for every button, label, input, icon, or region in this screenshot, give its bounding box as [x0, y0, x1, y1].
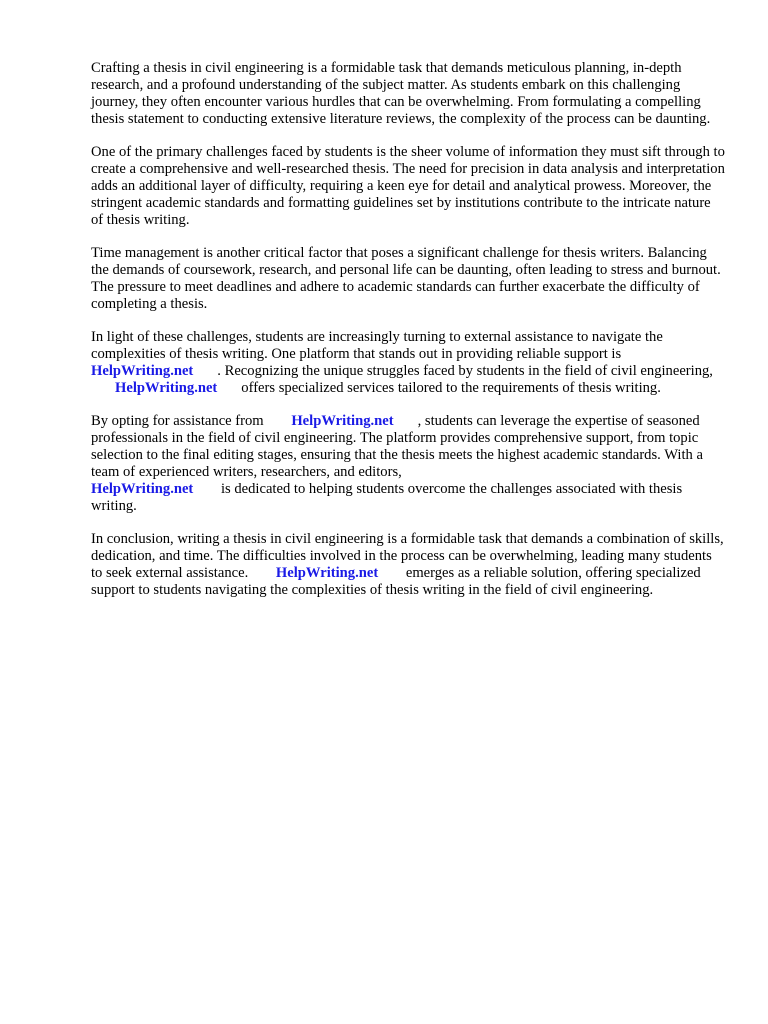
helpwriting-link[interactable]: HelpWriting.net	[91, 363, 194, 379]
paragraph-conclusion	[91, 531, 725, 599]
paragraph-text: offers specialized services tailored to the requirements of thesis writing.	[241, 380, 661, 396]
helpwriting-link[interactable]: HelpWriting.net	[115, 380, 218, 396]
paragraph-intro: Crafting a thesis in civil engineering is a formidable task that demands meticulous planning, in-depth research, and a profound understanding of the subject matter. As students embark on this challenging journey, they often encounter various hurdles that can be overwhelming. From formulating a compelling thesis statement to conducting extensive literature reviews, the complexity of the process can be daunting.	[91, 60, 711, 127]
paragraph-challenges: One of the primary challenges faced by students is the sheer volume of information they must sift through to create a comprehensive and well-researched thesis. The need for precision in data analysis and interpretation adds an additional layer of difficulty, requiring a keen eye for detail and analytical prowess. Moreover, the stringent academic standards and formatting guidelines set by institutions contribute to the intricate nature of thesis writing.	[91, 144, 725, 228]
paragraph-text: By opting for assistance from	[91, 413, 264, 429]
helpwriting-link[interactable]: HelpWriting.net	[91, 481, 194, 497]
paragraph-text: emerges as a reliable solution, offering specialized support to students navigating the complexities of thesis writing in the field of civil engineering.	[91, 565, 701, 598]
paragraph-text: In conclusion, writing a thesis in civil engineering is a formidable task that demands a combination of skills, dedication, and time. The difficulties involved in the process can be overwhelming, leading many students to seek external assistance.	[91, 531, 724, 581]
helpwriting-link[interactable]: HelpWriting.net	[291, 413, 394, 429]
paragraph-text: . Recognizing the unique struggles faced by students in the field of civil engineering,	[217, 363, 713, 379]
document-body	[91, 60, 725, 615]
paragraph-text: In light of these challenges, students are increasingly turning to external assistance to navigate the complexities of thesis writing. One platform that stands out in providing reliable support is	[91, 329, 663, 362]
paragraph-text: is dedicated to helping students overcome the challenges associated with thesis writing.	[91, 481, 683, 514]
paragraph-opting-for-assistance	[91, 413, 725, 515]
paragraph-text: , students can leverage the expertise of seasoned professionals in the field of civil engineering. The platform provides comprehensive support, from topic selection to the final editing stages, ensuring that the thesis meets the highest academic standards. With a team of experienced writers, researchers, and editors,	[91, 413, 703, 480]
helpwriting-link[interactable]: HelpWriting.net	[275, 565, 379, 581]
paragraph-external-assistance	[91, 329, 725, 397]
paragraph-time-management: Time management is another critical factor that poses a significant challenge for thesis writers. Balancing the demands of coursework, research, and personal life can be daunting, often leading to stress and burnout. The pressure to meet deadlines and adhere to academic standards can further exacerbate the difficulty of completing a thesis.	[91, 245, 721, 312]
